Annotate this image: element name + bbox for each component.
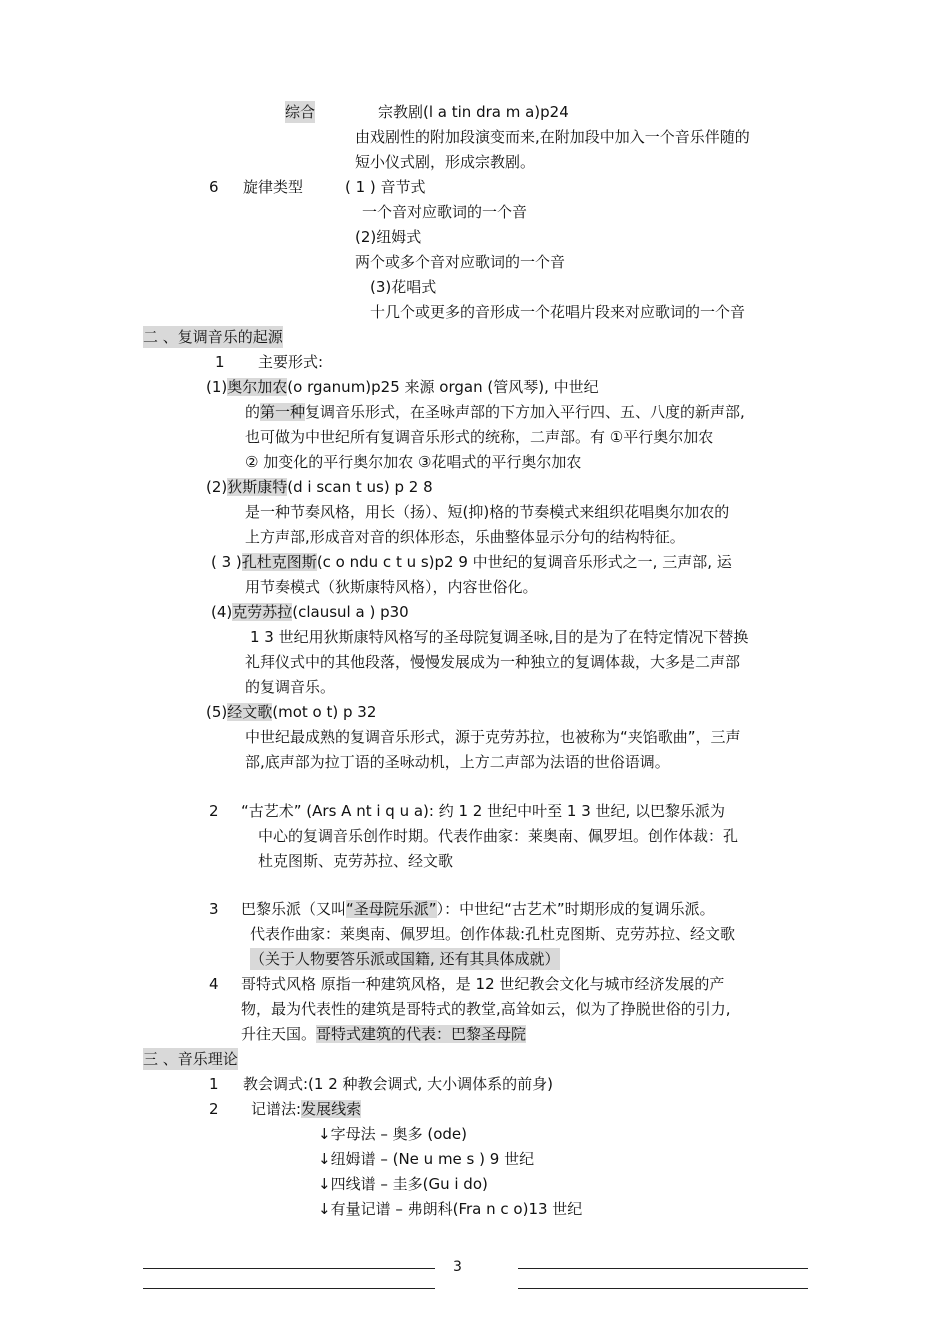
melody-type-2: (2)纽姆式 [355, 228, 422, 246]
s2-item-2-number: 2 [209, 802, 219, 820]
form-4-desc-1: 1 3 世纪用狄斯康特风格写的圣母院复调圣咏,目的是为了在特定情况下替换 [250, 628, 749, 646]
form-3-line [211, 551, 732, 573]
form-5-num: (5) [206, 703, 228, 721]
zonghe-desc-2: 短小仪式剧，形成宗教剧。 [355, 153, 536, 171]
zonghe-desc-1: 由戏剧性的附加段演变而来,在附加段中加入一个音乐伴随的 [355, 128, 750, 146]
s2-item-3-a: 巴黎乐派（又叫 [241, 900, 347, 918]
form-3-num: ( 3 ) [211, 553, 242, 571]
s2-item-1-number: 1 [215, 353, 225, 371]
s2-item-3-note: （关于人物要答乐派或国籍, 还有其具体成就） [250, 950, 560, 968]
form-5-term: 经文歌 [227, 703, 273, 721]
s2-item-2-desc-2: 杜克图斯、克劳苏拉、经文歌 [258, 852, 454, 870]
section-2-heading: 二 、复调音乐的起源 [143, 328, 283, 346]
zonghe-title: 宗教剧(l a tin dra m a)p24 [378, 103, 569, 121]
melody-type-2-desc: 两个或多个音对应歌词的一个音 [355, 253, 566, 271]
s2-item-4-number: 4 [209, 975, 219, 993]
s2-item-4-desc-1: 物，最为代表性的建筑是哥特式的教堂,高耸如云，似为了挣脱世俗的引力, [241, 1000, 731, 1018]
page-number: 3 [453, 1259, 462, 1275]
s3-item-1-number: 1 [209, 1075, 219, 1093]
form-1-num: (1) [206, 378, 228, 396]
notation-4: ↓有量记谱 – 弗朗科(Fra n c o)13 世纪 [318, 1200, 583, 1218]
s2-item-3-term: “圣母院乐派” [346, 900, 437, 918]
melody-type-1-desc: 一个音对应歌词的一个音 [362, 203, 528, 221]
s2-item-3-line [241, 898, 715, 920]
form-3-term: 孔杜克图斯 [241, 553, 317, 571]
form-4-desc-3: 的复调音乐。 [245, 678, 336, 696]
s2-item-4-desc-2b: 哥特式建筑的代表：巴黎圣母院 [316, 1025, 527, 1043]
melody-type-3-desc: 十几个或更多的音形成一个花唱片段来对应歌词的一个音 [370, 303, 746, 321]
form-1-term: 奥尔加农 [227, 378, 288, 396]
footer-rule-left-top [143, 1268, 435, 1269]
s2-item-1-text: 主要形式: [258, 353, 324, 371]
footer-rule-left-bottom [143, 1288, 435, 1289]
form-1-info: (o rganum)p25 来源 organ (管风琴), 中世纪 [287, 378, 599, 396]
form-2-desc-1: 是一种节奏风格，用长（扬）、短(抑)格的节奏模式来组织花唱奥尔加农的 [245, 503, 730, 521]
notation-1: ↓字母法 – 奥多 (ode) [318, 1125, 468, 1143]
melody-type-1: ( 1 ) 音节式 [345, 178, 426, 196]
s3-item-2-line [251, 1098, 361, 1120]
s3-item-2-term: 发展线索 [301, 1100, 362, 1118]
zonghe-label: 综合 [285, 103, 316, 121]
item-6-number: 6 [209, 178, 219, 196]
footer-rule-right-bottom [518, 1288, 808, 1289]
form-5-info: (mot o t) p 32 [272, 703, 377, 721]
form-4-term: 克劳苏拉 [232, 603, 293, 621]
form-3-desc-1: 用节奏模式（狄斯康特风格），内容世俗化。 [245, 578, 538, 596]
form-4-info: (clausul a ) p30 [292, 603, 409, 621]
form-2-term: 狄斯康特 [227, 478, 288, 496]
form-4-num: (4) [211, 603, 233, 621]
section-3-heading: 三 、音乐理论 [143, 1050, 238, 1068]
s2-item-4-text: 哥特式风格 原指一种建筑风格，是 12 世纪教会文化与城市经济发展的产 [241, 975, 725, 993]
form-5-desc-1: 中世纪最成熟的复调音乐形式，源于克劳苏拉，也被称为“夹馅歌曲”，三声 [245, 728, 741, 746]
s2-item-4-desc-2 [241, 1023, 526, 1045]
notation-3: ↓四线谱 – 圭多(Gu i do) [318, 1175, 488, 1193]
s2-item-2-text: “古艺术” (Ars A nt i q u a): 约 1 2 世纪中叶至 1 3 世纪, 以巴黎乐派为 [241, 802, 726, 820]
form-1-desc-2: 也可做为中世纪所有复调音乐形式的统称，二声部。有 ①平行奥尔加农 [245, 428, 714, 446]
form-1-desc-1a: 的 [245, 403, 261, 421]
form-2-line [206, 476, 433, 498]
s2-item-2-desc-1: 中心的复调音乐创作时期。代表作曲家：莱奥南、佩罗坦。创作体裁：孔 [258, 827, 739, 845]
form-2-num: (2) [206, 478, 228, 496]
s3-item-2-label: 记谱法: [251, 1100, 302, 1118]
form-1-desc-1 [245, 401, 745, 423]
s3-item-2-number: 2 [209, 1100, 219, 1118]
item-6-label: 旋律类型 [243, 178, 304, 196]
form-4-desc-2: 礼拜仪式中的其他段落，慢慢发展成为一种独立的复调体裁，大多是二声部 [245, 653, 741, 671]
form-4-line [211, 601, 409, 623]
form-5-line [206, 701, 376, 723]
form-2-desc-2: 上方声部,形成音对音的织体形态，乐曲整体显示分句的结构特征。 [245, 528, 685, 546]
form-3-info: (c o ndu c t u s)p2 9 中世纪的复调音乐形式之一, 三声部, 运 [316, 553, 732, 571]
form-1-desc-3: ② 加变化的平行奥尔加农 ③花唱式的平行奥尔加农 [245, 453, 582, 471]
form-2-info: (d i scan t us) p 2 8 [287, 478, 433, 496]
form-1-desc-1c: 复调音乐形式，在圣咏声部的下方加入平行四、五、八度的新声部, [305, 403, 745, 421]
notation-2: ↓纽姆谱 – (Ne u me s ) 9 世纪 [318, 1150, 535, 1168]
melody-type-3: (3)花唱式 [370, 278, 437, 296]
form-1-desc-1b: 第一种 [260, 403, 306, 421]
footer-rule-right-top [518, 1268, 808, 1269]
form-1-line [206, 376, 599, 398]
s2-item-3-desc-1: 代表作曲家：莱奥南、佩罗坦。创作体裁:孔杜克图斯、克劳苏拉、经文歌 [250, 925, 736, 943]
s3-item-1-text: 教会调式:(1 2 种教会调式, 大小调体系的前身) [243, 1075, 553, 1093]
s2-item-4-desc-2a: 升往天国。 [241, 1025, 317, 1043]
s2-item-3-b: ）：中世纪“古艺术”时期形成的复调乐派。 [436, 900, 715, 918]
form-5-desc-2: 部,底声部为拉丁语的圣咏动机，上方二声部为法语的世俗语调。 [245, 753, 670, 771]
s2-item-3-number: 3 [209, 900, 219, 918]
